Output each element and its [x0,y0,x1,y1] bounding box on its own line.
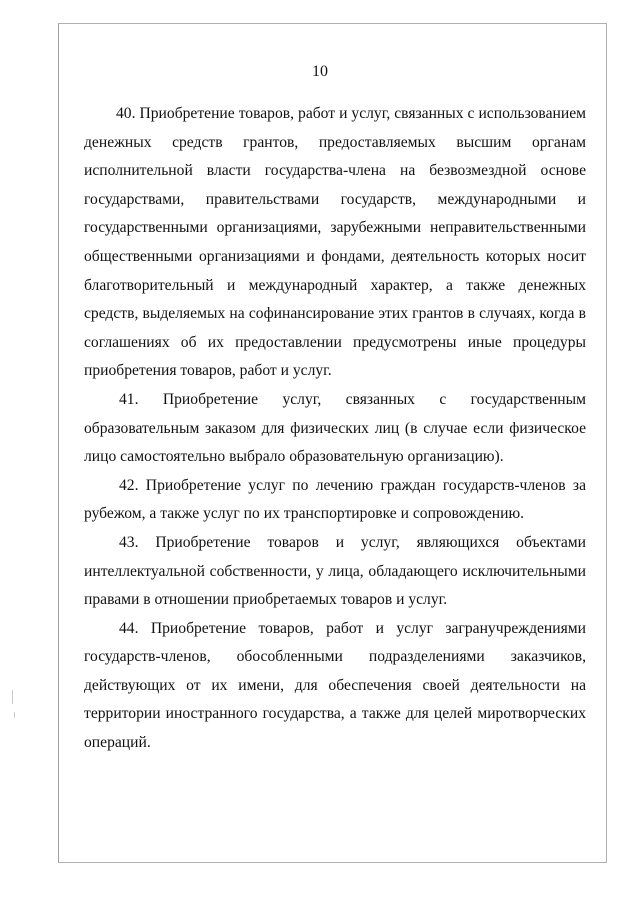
scan-artifact [12,690,13,704]
paragraph-40: 40. Приобретение товаров, работ и услуг, связанных с использованием денежных средств грантов, предоставляемых высшим органам исполнительной власти государства-члена на безвозмездной основе государствами, правительствами государств, международными и государственными организациями, зарубежными неправительственными общественными организациями и фондами, деятельность которых носит благотворительный и международный характер, а также денежных средств, выделяемых на софинансирование этих грантов в случаях, когда в соглашениях об их предоставлении предусмотрены иные процедуры приобретения товаров, работ и услуг. [84,105,586,380]
page-number: 10 [312,63,328,80]
document-body [84,100,586,758]
paragraph-41: 41. Приобретение услуг, связанных с государственным образовательным заказом для физических лиц (в случае если физическое лицо самостоятельно выбрало образовательную организацию). [84,390,586,466]
paragraph-42: 42. Приобретение услуг по лечению граждан государств-членов за рубежом, а также услуг по их транспортировке и сопровождению. [84,476,586,523]
paragraph-43: 43. Приобретение товаров и услуг, являющихся объектами интеллектуальной собственности, у лица, обладающего исключительными правами в отношении приобретаемых товаров и услуг. [84,533,586,609]
scan-artifact [14,712,15,718]
paragraph-44: 44. Приобретение товаров, работ и услуг загранучреждениями государств-членов, обособленными подразделениями заказчиков, действующих от их имени, для обеспечения своей деятельности на территории иностранного государства, а также для целей миротворческих операций. [84,619,586,752]
